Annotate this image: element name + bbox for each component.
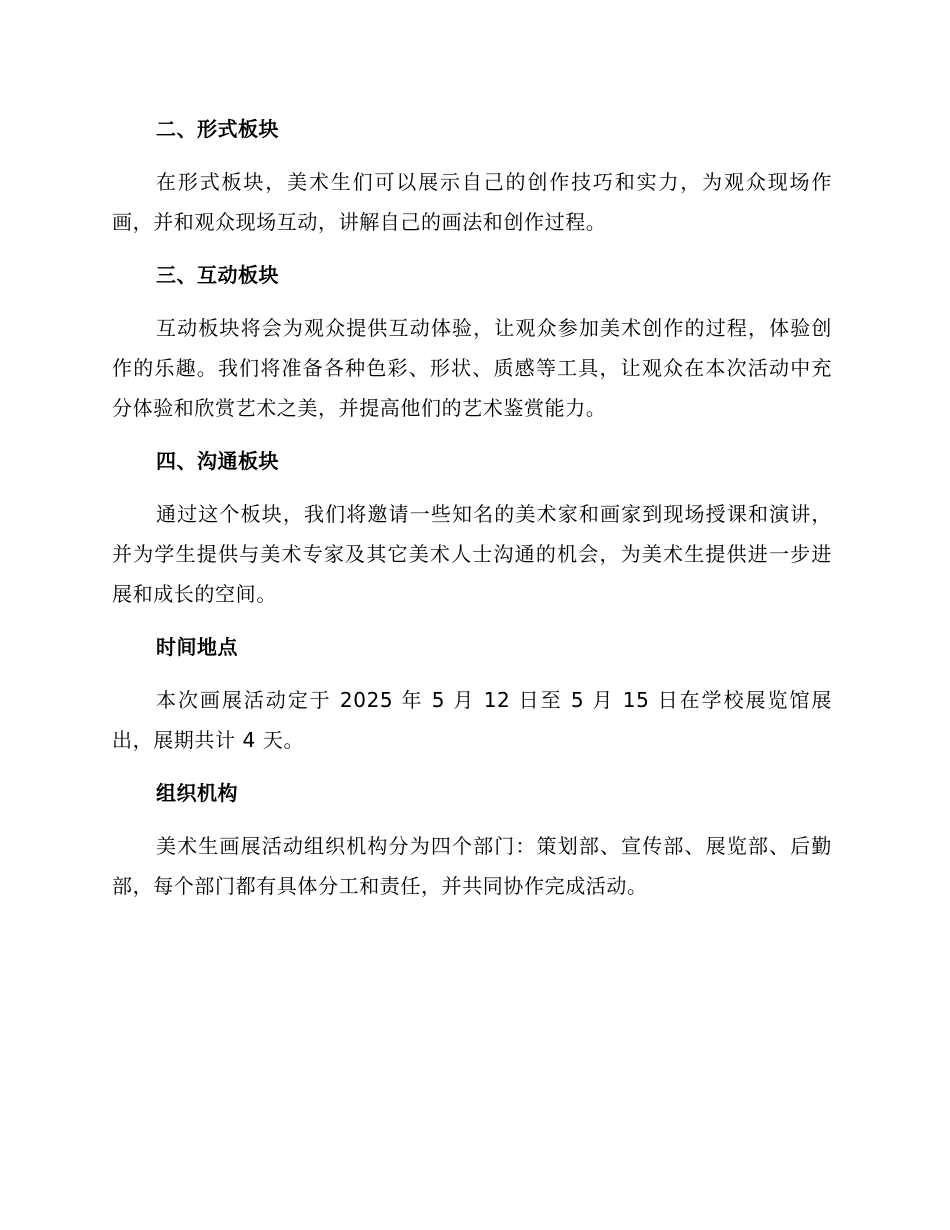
section-paragraph-time-place: 本次画展活动定于 2025 年 5 月 12 日至 5 月 15 日在学校展览馆展出，展期共计 4 天。 — [112, 688, 832, 752]
section-heading-communication: 四、沟通板块 — [156, 449, 279, 473]
section-heading-interaction: 三、互动板块 — [156, 263, 279, 287]
section-heading-organization: 组织机构 — [156, 781, 238, 805]
section-paragraph-form: 在形式板块，美术生们可以展示自己的创作技巧和实力，为观众现场作画，并和观众现场互动，讲解自己的画法和创作过程。 — [112, 170, 832, 234]
section-heading-time-place: 时间地点 — [156, 635, 238, 659]
document-body — [112, 110, 832, 920]
section-paragraph-organization: 美术生画展活动组织机构分为四个部门：策划部、宣传部、展览部、后勤部，每个部门都有具体分工和责任，并共同协作完成活动。 — [112, 834, 832, 898]
section-paragraph-communication: 通过这个板块，我们将邀请一些知名的美术家和画家到现场授课和演讲，并为学生提供与美术专家及其它美术人士沟通的机会，为美术生提供进一步进展和成长的空间。 — [112, 502, 832, 606]
section-heading-form: 二、形式板块 — [156, 117, 279, 141]
section-paragraph-interaction: 互动板块将会为观众提供互动体验，让观众参加美术创作的过程，体验创作的乐趣。我们将准备各种色彩、形状、质感等工具，让观众在本次活动中充分体验和欣赏艺术之美，并提高他们的艺术鉴赏能力。 — [112, 316, 832, 420]
